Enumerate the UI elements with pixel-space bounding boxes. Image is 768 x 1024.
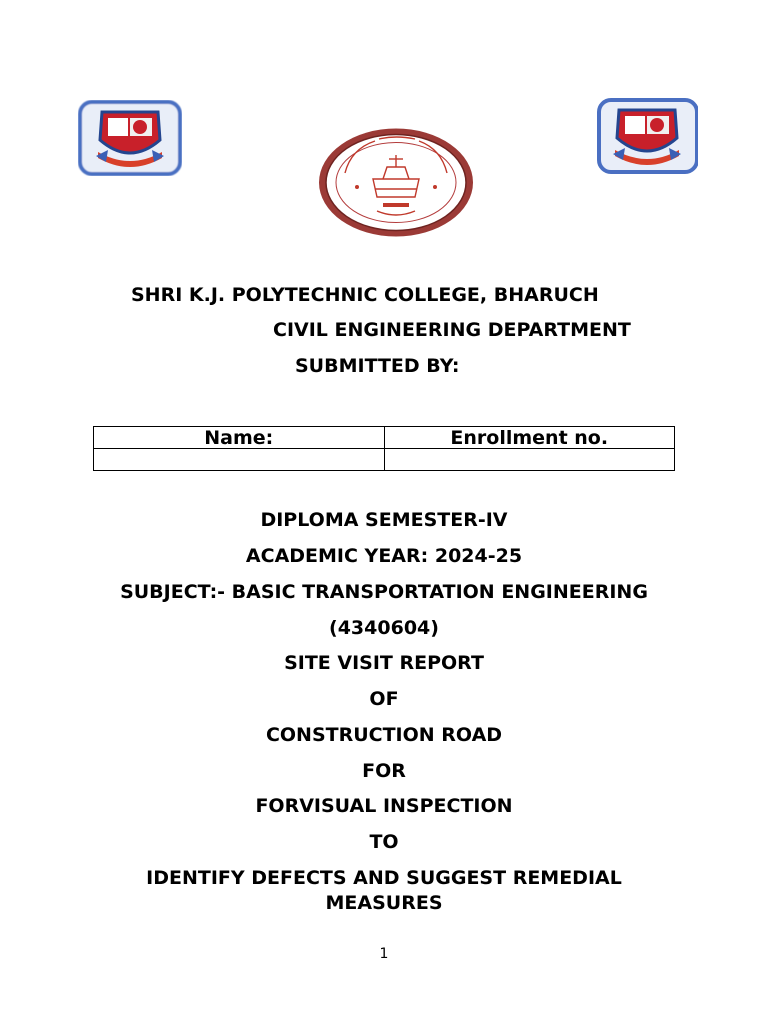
table-row (94, 449, 675, 471)
name-cell (94, 449, 385, 471)
report-title-line-4: FOR (362, 760, 406, 782)
report-title-line-1: SITE VISIT REPORT (284, 652, 484, 674)
college-seal (317, 127, 475, 238)
name-column-header: Name: (94, 427, 385, 449)
report-title-line-5: FORVISUAL INSPECTION (255, 795, 513, 817)
report-title-line-3: CONSTRUCTION ROAD (265, 724, 503, 746)
enrollment-column-header: Enrollment no. (384, 427, 675, 449)
submitted-by-label: SUBMITTED BY: (295, 355, 460, 377)
page-number: 1 (379, 946, 389, 962)
table-header-row (94, 427, 675, 449)
department-name: CIVIL ENGINEERING DEPARTMENT (273, 319, 631, 341)
report-title-line-2: OF (369, 688, 399, 710)
academic-year-line: ACADEMIC YEAR: 2024-25 (245, 545, 523, 567)
report-title-line-7: IDENTIFY DEFECTS AND SUGGEST REMEDIAL (146, 867, 622, 889)
report-title-line-8: MEASURES (325, 892, 443, 914)
college-name: SHRI K.J. POLYTECHNIC COLLEGE, BHARUCH (131, 284, 599, 306)
student-info-table (93, 426, 675, 471)
report-title-line-6: TO (369, 831, 399, 853)
semester-line: DIPLOMA SEMESTER-IV (260, 509, 508, 531)
subject-line: SUBJECT:- BASIC TRANSPORTATION ENGINEERING (120, 581, 648, 603)
left-college-logo (78, 100, 182, 176)
enrollment-cell (384, 449, 675, 471)
subject-code-line: (4340604) (329, 617, 439, 639)
right-college-logo (597, 98, 698, 174)
